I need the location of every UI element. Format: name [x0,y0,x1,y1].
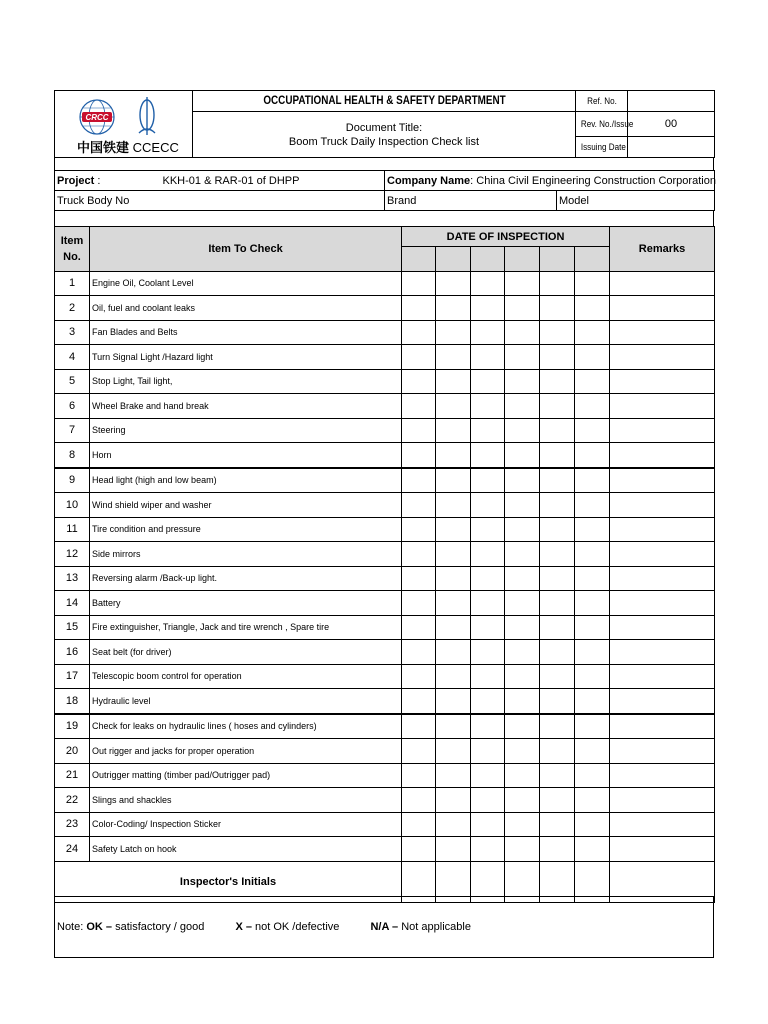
item-number: 6 [55,394,90,419]
inspection-cell-5[interactable] [540,689,575,714]
truck-body-cell[interactable] [55,191,385,211]
inspection-cell-5[interactable] [540,493,575,518]
remarks-cell[interactable] [610,418,715,443]
item-to-check: Tire condition and pressure [90,517,402,542]
inspection-cell-1[interactable] [402,542,436,567]
inspection-cell-4[interactable] [505,689,540,714]
inspection-cell-2[interactable] [436,812,471,837]
table-row [55,837,715,862]
inspection-cell-3[interactable] [471,788,505,813]
table-row [55,418,715,443]
item-to-check: Turn Signal Light /Hazard light [90,345,402,370]
inspection-cell-3[interactable] [471,640,505,665]
inspection-cell-6[interactable] [575,418,610,443]
inspection-cell-3[interactable] [471,714,505,739]
inspection-cell-1[interactable] [402,320,436,345]
inspection-cell-3[interactable] [471,345,505,370]
remarks-cell[interactable] [610,664,715,689]
inspection-cell-3[interactable] [471,418,505,443]
item-number: 13 [55,566,90,591]
inspection-cell-1[interactable] [402,443,436,468]
document-header [54,90,715,158]
inspection-cell-6[interactable] [575,689,610,714]
item-number: 7 [55,418,90,443]
item-to-check: Reversing alarm /Back-up light. [90,566,402,591]
logo-badge: CRCC [85,113,109,122]
inspection-cell-5[interactable] [540,418,575,443]
remarks-cell[interactable] [610,369,715,394]
inspection-cell-5[interactable] [540,320,575,345]
table-row [55,369,715,394]
inspection-cell-1[interactable] [402,739,436,764]
item-number: 9 [55,468,90,493]
inspection-cell-4[interactable] [505,517,540,542]
inspection-sheet [54,90,714,958]
item-no-header-line1: Item [60,234,84,247]
inspection-cell-6[interactable] [575,812,610,837]
inspection-cell-2[interactable] [436,788,471,813]
item-number: 5 [55,369,90,394]
inspection-cell-2[interactable] [436,689,471,714]
inspection-cell-2[interactable] [436,566,471,591]
inspection-cell-1[interactable] [402,788,436,813]
inspection-cell-5[interactable] [540,468,575,493]
item-number: 14 [55,591,90,616]
item-to-check: Steering [90,418,402,443]
remarks-cell[interactable] [610,763,715,788]
company-cell [385,171,715,191]
inspection-cell-2[interactable] [436,664,471,689]
department-title: OCCUPATIONAL HEALTH & SAFETY DEPARTMENT [219,91,548,112]
item-to-check-header: Item To Check [90,227,402,272]
inspection-cell-2[interactable] [436,837,471,862]
item-number: 18 [55,689,90,714]
inspection-cell-1[interactable] [402,418,436,443]
model-cell[interactable] [557,191,715,211]
checklist-rows [55,271,715,861]
inspection-cell-1[interactable] [402,296,436,321]
logo-text [77,137,179,156]
item-number: 2 [55,296,90,321]
issuing-date-value[interactable] [628,137,715,158]
item-to-check: Slings and shackles [90,788,402,813]
inspection-cell-1[interactable] [402,837,436,862]
inspection-cell-4[interactable] [505,443,540,468]
inspection-cell-5[interactable] [540,271,575,296]
inspection-cell-6[interactable] [575,345,610,370]
inspection-cell-5[interactable] [540,296,575,321]
remarks-cell[interactable] [610,591,715,616]
inspection-cell-3[interactable] [471,763,505,788]
inspection-cell-1[interactable] [402,664,436,689]
company-value[interactable]: : China Civil Engineering Construction Corporation [470,174,716,187]
logo-text-cn: 中国铁建 [77,140,130,155]
item-number: 20 [55,739,90,764]
table-row [55,739,715,764]
inspection-cell-1[interactable] [402,640,436,665]
inspection-cell-5[interactable] [540,517,575,542]
date-col-1[interactable] [402,247,436,272]
inspection-cell-6[interactable] [575,714,610,739]
inspection-cell-6[interactable] [575,369,610,394]
inspection-cell-2[interactable] [436,394,471,419]
item-number: 23 [55,812,90,837]
table-row [55,345,715,370]
rev-no-value[interactable]: 00 [628,112,715,137]
inspection-cell-6[interactable] [575,542,610,567]
inspection-cell-2[interactable] [436,369,471,394]
inspection-cell-4[interactable] [505,664,540,689]
project-cell: Project : KKH-01 & RAR-01 of DHPP [55,171,385,191]
inspection-cell-4[interactable] [505,418,540,443]
item-to-check: Side mirrors [90,542,402,567]
item-to-check: Outrigger matting (timber pad/Outrigger pad) [90,763,402,788]
remarks-cell[interactable] [610,296,715,321]
table-row [55,542,715,567]
remarks-cell[interactable] [610,443,715,468]
inspection-cell-6[interactable] [575,566,610,591]
item-to-check: Oil, fuel and coolant leaks [90,296,402,321]
table-row [55,591,715,616]
remarks-cell[interactable] [610,566,715,591]
inspection-cell-4[interactable] [505,640,540,665]
item-to-check: Check for leaks on hydraulic lines ( hoses and cylinders) [90,714,402,739]
brand-cell[interactable] [385,191,557,211]
remarks-cell[interactable] [610,812,715,837]
item-to-check: Seat belt (for driver) [90,640,402,665]
inspection-cell-4[interactable] [505,812,540,837]
item-no-header-line2: No. [63,250,81,263]
date-col-3[interactable] [471,247,505,272]
item-to-check: Fan Blades and Belts [90,320,402,345]
inspection-cell-6[interactable] [575,468,610,493]
remarks-cell[interactable] [610,345,715,370]
na-code: N/A – [370,921,399,933]
inspection-cell-2[interactable] [436,320,471,345]
inspection-cell-1[interactable] [402,714,436,739]
table-row [55,320,715,345]
x-text: not OK /defective [251,921,340,933]
rev-no-label: Rev. No./Issue [578,112,625,137]
date-col-6[interactable] [575,247,610,272]
inspection-cell-4[interactable] [505,542,540,567]
inspection-cell-3[interactable] [471,689,505,714]
remarks-cell[interactable] [610,394,715,419]
inspection-cell-6[interactable] [575,320,610,345]
inspection-cell-4[interactable] [505,493,540,518]
inspection-cell-5[interactable] [540,714,575,739]
table-row [55,615,715,640]
item-no-header [55,227,90,272]
remarks-cell[interactable] [610,493,715,518]
item-to-check: Horn [90,443,402,468]
inspection-cell-6[interactable] [575,394,610,419]
item-number: 17 [55,664,90,689]
inspection-cell-3[interactable] [471,517,505,542]
remarks-cell[interactable] [610,542,715,567]
item-number: 8 [55,443,90,468]
inspection-cell-2[interactable] [436,615,471,640]
table-row [55,566,715,591]
remarks-cell[interactable] [610,640,715,665]
inspection-cell-6[interactable] [575,591,610,616]
inspection-cell-3[interactable] [471,394,505,419]
inspection-cell-3[interactable] [471,837,505,862]
date-of-inspection-header: DATE OF INSPECTION [402,227,610,247]
item-to-check: Telescopic boom control for operation [90,664,402,689]
inspection-cell-5[interactable] [540,591,575,616]
table-row [55,493,715,518]
inspection-cell-1[interactable] [402,345,436,370]
inspection-cell-3[interactable] [471,369,505,394]
project-label: Project [57,174,95,187]
remarks-cell[interactable] [610,739,715,764]
inspection-cell-5[interactable] [540,763,575,788]
remarks-header: Remarks [610,227,715,272]
inspection-cell-4[interactable] [505,369,540,394]
document-title-label: Document Title: [345,121,423,134]
project-info [54,170,715,211]
item-number: 19 [55,714,90,739]
item-number: 11 [55,517,90,542]
inspection-cell-1[interactable] [402,566,436,591]
remarks-cell[interactable] [610,271,715,296]
inspection-cell-4[interactable] [505,591,540,616]
table-row [55,443,715,468]
inspection-cell-3[interactable] [471,664,505,689]
table-row [55,714,715,739]
date-col-5[interactable] [540,247,575,272]
item-to-check: Fire extinguisher, Triangle, Jack and tire wrench , Spare tire [90,615,402,640]
left-border-2 [54,210,55,226]
inspection-cell-2[interactable] [436,763,471,788]
remarks-cell[interactable] [610,517,715,542]
ref-no-label: Ref. No. [578,91,625,112]
remarks-cell[interactable] [610,837,715,862]
item-to-check: Hydraulic level [90,689,402,714]
legend-text [57,921,471,933]
item-to-check: Wheel Brake and hand break [90,394,402,419]
inspection-cell-1[interactable] [402,591,436,616]
right-border-2 [713,210,714,226]
inspection-cell-6[interactable] [575,788,610,813]
item-number: 1 [55,271,90,296]
table-row [55,763,715,788]
inspection-cell-5[interactable] [540,345,575,370]
date-col-2[interactable] [436,247,471,272]
inspection-cell-3[interactable] [471,591,505,616]
inspection-cell-6[interactable] [575,271,610,296]
inspection-cell-3[interactable] [471,739,505,764]
checklist-table [54,226,715,903]
inspection-cell-5[interactable] [540,664,575,689]
legend-note [54,896,714,958]
item-to-check: Battery [90,591,402,616]
inspection-cell-5[interactable] [540,788,575,813]
remarks-cell[interactable] [610,615,715,640]
item-number: 24 [55,837,90,862]
inspection-cell-1[interactable] [402,271,436,296]
inspection-cell-6[interactable] [575,739,610,764]
item-number: 16 [55,640,90,665]
item-number: 4 [55,345,90,370]
inspection-cell-1[interactable] [402,369,436,394]
ok-text: satisfactory / good [112,921,205,933]
inspection-cell-3[interactable] [471,542,505,567]
inspection-cell-1[interactable] [402,615,436,640]
inspection-cell-1[interactable] [402,812,436,837]
note-prefix: Note: [57,921,84,933]
inspection-cell-2[interactable] [436,493,471,518]
inspection-cell-5[interactable] [540,739,575,764]
inspection-cell-5[interactable] [540,615,575,640]
inspection-cell-3[interactable] [471,493,505,518]
company-label: Company Name [387,174,471,187]
remarks-cell[interactable] [610,714,715,739]
inspection-cell-1[interactable] [402,394,436,419]
item-to-check: Wind shield wiper and washer [90,493,402,518]
inspection-cell-3[interactable] [471,271,505,296]
table-row [55,394,715,419]
inspection-cell-5[interactable] [540,812,575,837]
document-title: Boom Truck Daily Inspection Check list [288,135,480,148]
inspection-cell-6[interactable] [575,443,610,468]
inspection-cell-2[interactable] [436,640,471,665]
inspection-cell-6[interactable] [575,615,610,640]
inspection-cell-2[interactable] [436,443,471,468]
item-to-check: Safety Latch on hook [90,837,402,862]
model-label: Model [559,194,589,207]
item-to-check: Engine Oil, Coolant Level [90,271,402,296]
item-number: 12 [55,542,90,567]
inspection-cell-1[interactable] [402,517,436,542]
inspection-cell-6[interactable] [575,640,610,665]
inspection-cell-4[interactable] [505,394,540,419]
remarks-cell[interactable] [610,320,715,345]
inspection-cell-1[interactable] [402,493,436,518]
na-text: Not applicable [398,921,471,933]
ok-code: OK – [86,921,113,933]
logo-cell [55,91,193,158]
inspection-cell-6[interactable] [575,763,610,788]
inspector-initials-label: Inspector's Initials [55,861,402,902]
inspection-cell-2[interactable] [436,345,471,370]
table-row [55,640,715,665]
inspection-cell-3[interactable] [471,566,505,591]
inspection-cell-5[interactable] [540,566,575,591]
document-title-cell [193,112,576,158]
inspection-cell-6[interactable] [575,664,610,689]
table-row [55,296,715,321]
x-code: X – [235,921,252,933]
logo-text-en: CCECC [132,140,179,155]
inspection-cell-4[interactable] [505,739,540,764]
inspection-cell-2[interactable] [436,296,471,321]
inspection-cell-5[interactable] [540,394,575,419]
inspection-cell-3[interactable] [471,812,505,837]
item-to-check: Stop Light, Tail light, [90,369,402,394]
ref-no-value[interactable] [628,91,715,112]
item-number: 10 [55,493,90,518]
remarks-cell[interactable] [610,788,715,813]
project-value[interactable]: KKH-01 & RAR-01 of DHPP [162,174,300,187]
table-row [55,271,715,296]
inspection-cell-5[interactable] [540,542,575,567]
inspection-cell-4[interactable] [505,271,540,296]
inspection-cell-3[interactable] [471,615,505,640]
inspection-cell-5[interactable] [540,640,575,665]
table-row [55,812,715,837]
inspection-cell-2[interactable] [436,468,471,493]
inspection-cell-3[interactable] [471,443,505,468]
inspection-cell-3[interactable] [471,296,505,321]
table-row [55,664,715,689]
inspection-cell-2[interactable] [436,418,471,443]
inspection-cell-6[interactable] [575,493,610,518]
inspection-cell-4[interactable] [505,615,540,640]
inspection-cell-5[interactable] [540,443,575,468]
truck-body-label: Truck Body No [57,194,130,207]
inspection-cell-4[interactable] [505,320,540,345]
inspection-cell-4[interactable] [505,763,540,788]
inspection-cell-2[interactable] [436,517,471,542]
inspection-cell-2[interactable] [436,271,471,296]
inspection-cell-6[interactable] [575,517,610,542]
remarks-cell[interactable] [610,468,715,493]
inspection-cell-4[interactable] [505,837,540,862]
date-col-4[interactable] [505,247,540,272]
inspection-cell-4[interactable] [505,788,540,813]
inspection-cell-5[interactable] [540,837,575,862]
inspection-cell-5[interactable] [540,369,575,394]
item-to-check: Head light (high and low beam) [90,468,402,493]
item-to-check: Out rigger and jacks for proper operation [90,739,402,764]
brand-label: Brand [387,194,417,207]
inspection-cell-4[interactable] [505,714,540,739]
item-number: 22 [55,788,90,813]
inspection-cell-4[interactable] [505,345,540,370]
left-border [54,158,55,170]
inspection-cell-1[interactable] [402,689,436,714]
inspection-cell-4[interactable] [505,468,540,493]
inspection-cell-3[interactable] [471,468,505,493]
table-row [55,689,715,714]
item-number: 15 [55,615,90,640]
issuing-date-label: Issuing Date [578,137,625,158]
table-row [55,468,715,493]
inspection-cell-1[interactable] [402,763,436,788]
inspection-cell-4[interactable] [505,566,540,591]
table-row [55,788,715,813]
inspection-cell-6[interactable] [575,296,610,321]
item-to-check: Color-Coding/ Inspection Sticker [90,812,402,837]
table-row [55,517,715,542]
inspection-cell-3[interactable] [471,320,505,345]
inspection-cell-1[interactable] [402,468,436,493]
right-border [713,158,714,170]
item-number: 21 [55,763,90,788]
inspection-cell-2[interactable] [436,739,471,764]
inspection-cell-4[interactable] [505,296,540,321]
inspection-cell-6[interactable] [575,837,610,862]
inspection-cell-2[interactable] [436,542,471,567]
inspection-cell-2[interactable] [436,714,471,739]
item-number: 3 [55,320,90,345]
remarks-cell[interactable] [610,689,715,714]
inspection-cell-2[interactable] [436,591,471,616]
